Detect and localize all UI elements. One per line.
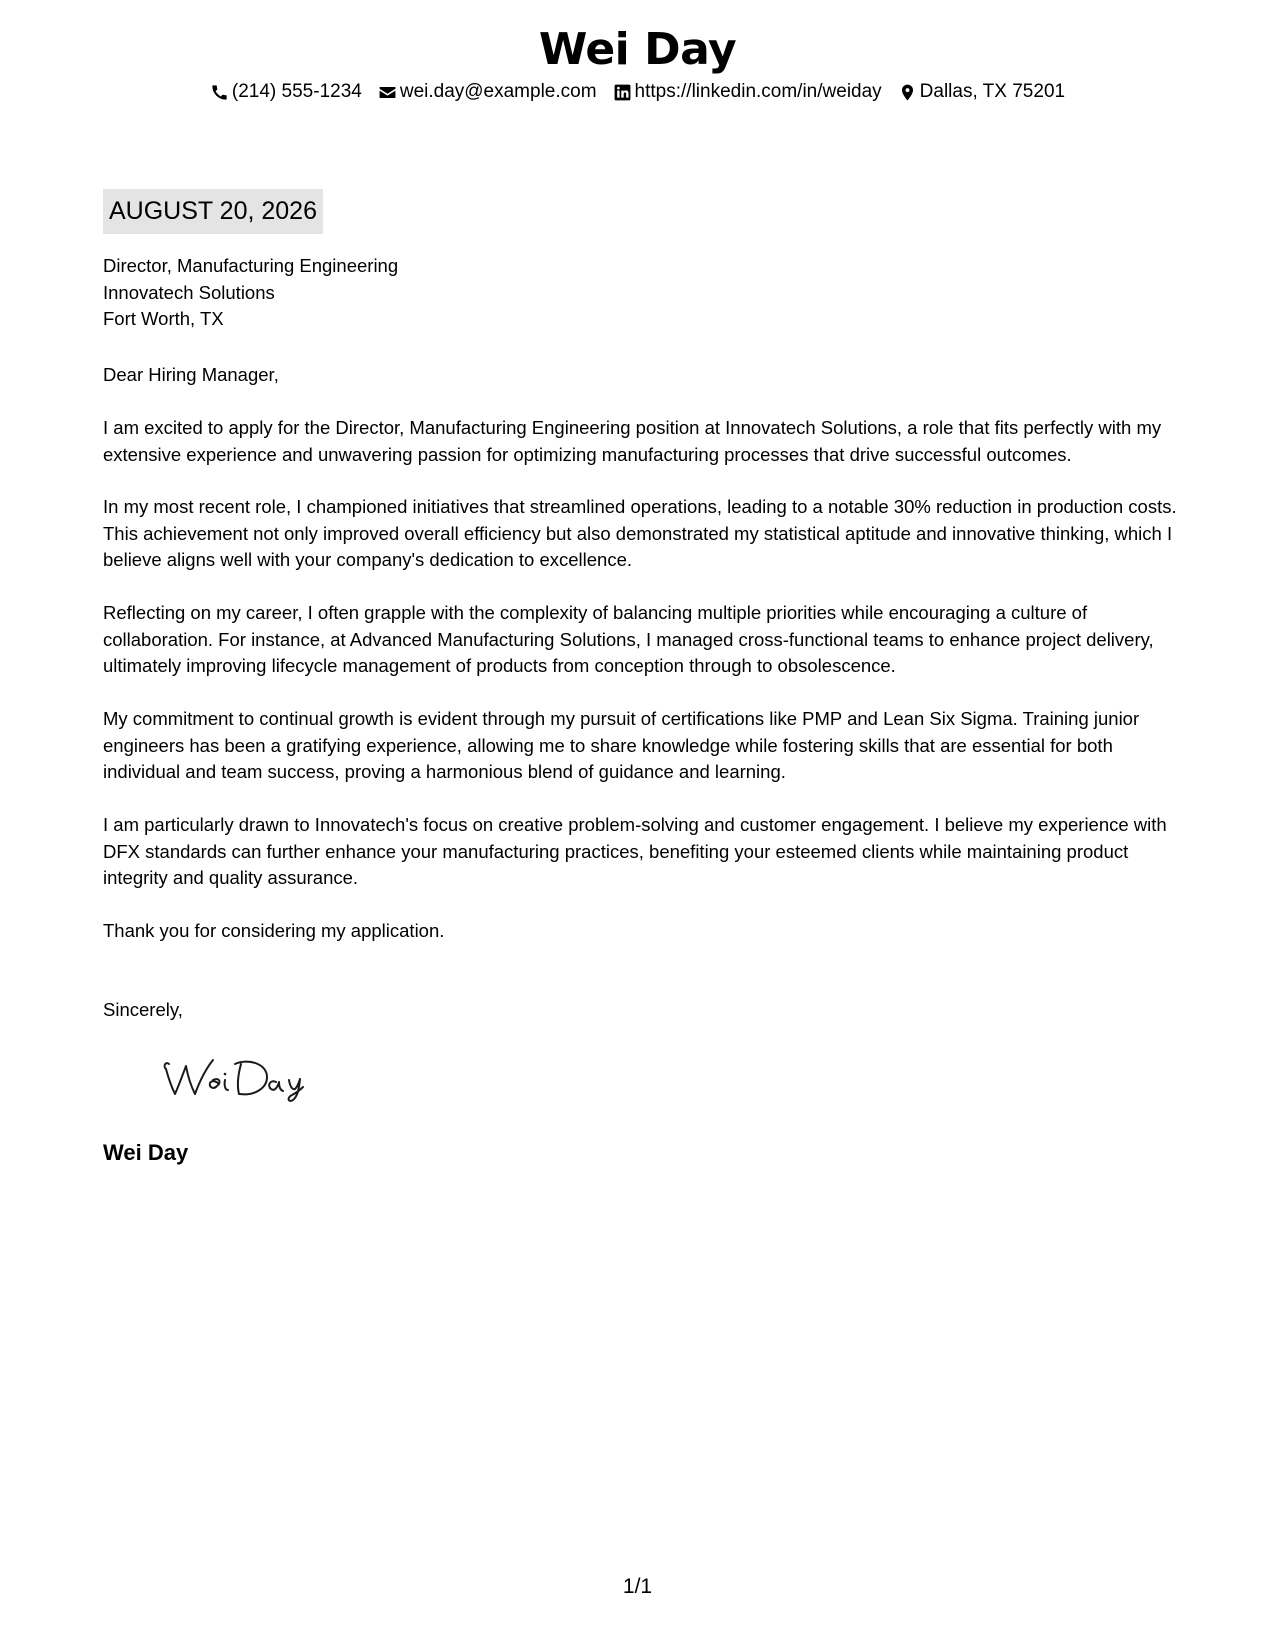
contact-linkedin — [613, 77, 882, 107]
contact-info — [0, 77, 1275, 107]
printed-name: Wei Day — [103, 1140, 189, 1165]
page-number: 1/1 — [622, 1575, 653, 1598]
body-paragraph: Thank you for considering my application. — [103, 920, 445, 941]
phone-icon — [210, 83, 229, 102]
body-paragraph: In my most recent role, I championed initiatives that streamlined operations, leading to a notable 30% reduction in production costs. This achievement not only improved overall efficiency but also demonstrated my statistical aptitude and innovative thinking, which I believe aligns well with your company's dedication to excellence. — [103, 496, 1177, 570]
recipient-company: Innovatech Solutions — [103, 281, 275, 303]
letter-date: AUGUST 20, 2026 — [103, 189, 323, 234]
contact-email — [378, 77, 597, 107]
contact-location — [898, 77, 1065, 107]
location-text: Dallas, TX 75201 — [919, 81, 1066, 102]
recipient-block — [103, 253, 1178, 333]
body-paragraph: My commitment to continual growth is evident through my pursuit of certifications like PMP and Lean Six Sigma. Training junior engineers has been a gratifying experience, allowing me to share knowledge while fostering skills that are essential for both individual and team success, proving a harmonious blend of guidance and learning. — [103, 708, 1140, 782]
body-paragraph: I am particularly drawn to Innovatech's focus on creative problem-solving and customer engagement. I believe my experience with DFX standards can further enhance your manufacturing practices, benefiting your esteemed clients while maintaining product integrity and quality assurance. — [103, 814, 1167, 888]
phone-text: (214) 555-1234 — [231, 81, 362, 102]
body-paragraph: Reflecting on my career, I often grapple with the complexity of balancing multiple priorities while encouraging a culture of collaboration. For instance, at Advanced Manufacturing Solutions, I managed cross-functional teams to enhance project delivery, ultimately improving lifecycle management of products from conception through to obsolescence. — [103, 602, 1154, 676]
email-text: wei.day@example.com — [399, 81, 597, 102]
body-paragraph: I am excited to apply for the Director, Manufacturing Engineering position at Innovatech Solutions, a role that fits perfectly with my extensive experience and unwavering passion for optimizing manufacturing processes that drive successful outcomes. — [103, 417, 1162, 465]
applicant-name: Wei Day — [538, 24, 737, 75]
envelope-icon — [378, 83, 397, 102]
linkedin-icon — [613, 83, 632, 102]
closing: Sincerely, — [103, 999, 183, 1020]
recipient-title: Director, Manufacturing Engineering — [103, 255, 399, 276]
linkedin-text: https://linkedin.com/in/weiday — [634, 81, 882, 102]
salutation: Dear Hiring Manager, — [103, 364, 279, 385]
location-pin-icon — [898, 83, 917, 102]
signature-image — [155, 1050, 325, 1102]
recipient-location: Fort Worth, TX — [103, 308, 224, 329]
contact-phone — [210, 77, 362, 107]
